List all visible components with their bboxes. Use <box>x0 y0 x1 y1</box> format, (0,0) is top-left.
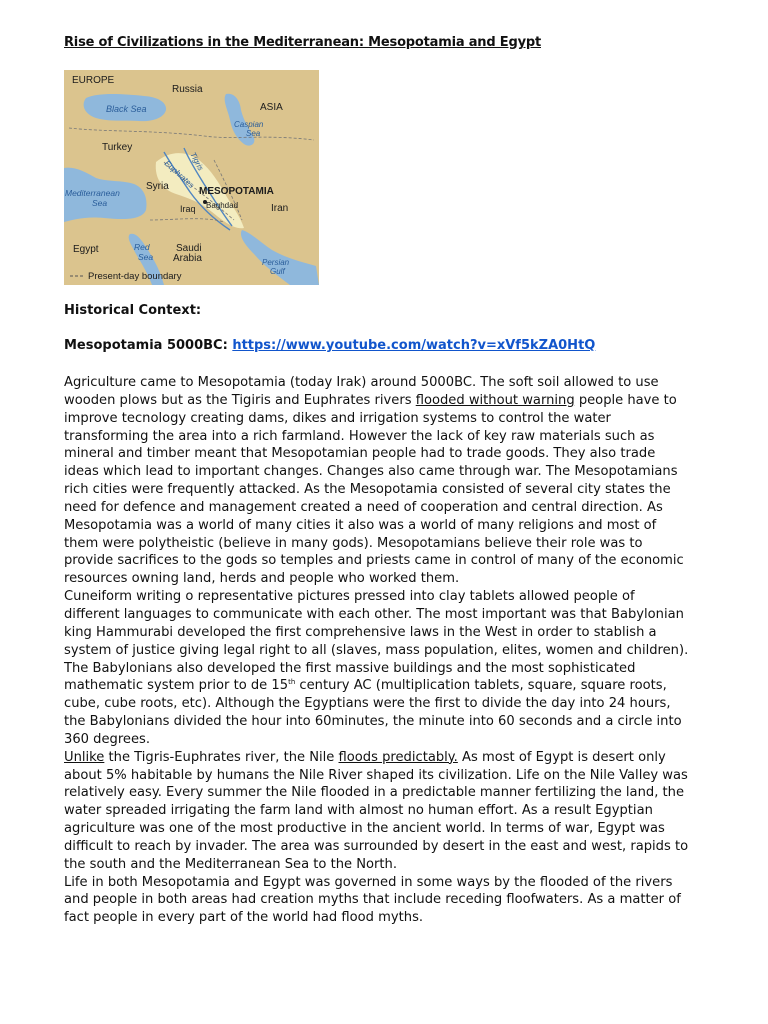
mesopotamia-heading <box>64 338 595 353</box>
map-label-turkey: Turkey <box>102 142 133 153</box>
paragraph-text: people have to improve tecnology creating dams, dikes and irrigation systems to control the water transforming the area into a rich farmland. However the lack of key raw materials such as mineral and timber meant that Mesopotamian people had to trade goods. They also trade ideas which lead to important changes. Changes also came through war. The Mesopotamians rich cities were frequently attacked. As the Mesopotamia consisted of several city states the need for defence and management created a need of cooperation and central direction. As Mesopotamia was a world of many cities it also was a world of many religions and most of them were polytheistic (believe in many gods). Mesopotamians believe their role was to provide sacrifices to the gods so temples and priests came in control of many of the economic resources owning land, herds and people who worked them. <box>64 392 684 587</box>
underlined-phrase: floods predictably. <box>338 749 458 765</box>
map-label-caspian-sea: Sea <box>246 129 261 138</box>
map-label-caspian: Caspian <box>234 120 264 129</box>
paragraph-cuneiform <box>64 588 694 659</box>
paragraph-text: The Babylonians also developed the first massive buildings and the most sophisticated mathematic system prior to de 15 <box>64 660 636 694</box>
map-label-mediterranean: Mediterranean <box>65 188 120 198</box>
mesopotamia-heading-label: Mesopotamia 5000BC: <box>64 338 228 353</box>
map-label-persian: Persian <box>262 258 290 267</box>
map-legend-label: Present-day boundary <box>88 271 182 282</box>
map-label-red-sea: Sea <box>138 252 154 262</box>
document-title: Rise of Civilizations in the Mediterranean: Mesopotamia and Egypt <box>64 35 541 50</box>
document-body <box>64 374 694 927</box>
map-label-red: Red <box>134 242 150 252</box>
paragraph-text: century AC (multiplication tablets, square, square roots, cube, cube roots, etc). Although the Egyptians were the first to divide the day into 24 hours, the Babylonians divided the hour into 60minutes, the minute into 60 seconds and a circle into 360 degrees. <box>64 678 682 747</box>
paragraph-text: Life in both Mesopotamia and Egypt was governed in some ways by the flooded of the rivers and people in both areas had creation myths that include receding floofwaters. As a matter of fact people in every part of the world had flood myths. <box>64 874 681 926</box>
map-label-europe: EUROPE <box>72 75 115 86</box>
paragraph-mesopotamia-agriculture <box>64 374 694 588</box>
map-label-egypt: Egypt <box>73 244 99 255</box>
paragraph-text: Cuneiform writing o representative pictures pressed into clay tablets allowed people of different languages to communicate with each other. The most important was that Babylonian king Hammurabi developed the first comprehensive laws in the West in order to stablish a system of justice giving legal right to all (slaves, mass population, elites, women and children). <box>64 589 689 658</box>
map-label-iraq: Iraq <box>180 204 196 214</box>
map-label-mesopotamia: MESOPOTAMIA <box>199 186 274 197</box>
paragraph-babylonians <box>64 660 694 749</box>
map-label-black-sea: Black Sea <box>106 104 147 114</box>
map-label-gulf: Gulf <box>270 267 285 276</box>
underlined-phrase: Unlike <box>64 749 105 765</box>
paragraph-text: Agriculture came to Mesopotamia (today Irak) around 5000BC. The soft soil allowed to use wooden plows but as the Tigiris and Euphrates rivers <box>64 375 659 408</box>
paragraph-flood-myths <box>64 874 694 928</box>
youtube-link[interactable]: https://www.youtube.com/watch?v=xVf5kZA0HtQ <box>232 338 596 353</box>
map-label-baghdad: Baghdad <box>206 201 239 210</box>
underlined-phrase: flooded without warning <box>415 392 575 408</box>
historical-context-heading: Historical Context: <box>64 303 202 318</box>
map-label-mediterranean-sea: Sea <box>92 198 108 208</box>
paragraph-text: the Tigris-Euphrates river, the Nile <box>104 749 339 765</box>
map-label-euphrates: Euphrates <box>162 158 196 190</box>
map-label-russia: Russia <box>172 84 203 95</box>
map-label-saudi: Saudi <box>176 243 202 254</box>
superscript: th <box>288 678 296 687</box>
map-label-iran: Iran <box>271 203 289 214</box>
map-label-asia: ASIA <box>260 102 283 113</box>
paragraph-text: As most of Egypt is desert only about 5% habitable by humans the Nile River shaped its civilization. Life on the Nile Valley was relatively easy. Every summer the Nile flooded in a predictable manner fertilizing the land, the water spreaded irrigating the farm land with almost no human effort. As a result Egyptian agriculture was one of the most productive in the ancient world. In terms of war, Egypt was difficult to reach by invader. The area was surrounded by desert in the east and west, rapids to the south and the Mediterranean Sea to the North. <box>64 749 689 872</box>
mesopotamia-map <box>64 70 319 285</box>
map-label-tigris: Tigris <box>188 150 206 173</box>
paragraph-nile <box>64 749 694 874</box>
map-label-syria: Syria <box>146 181 169 192</box>
map-label-arabia: Arabia <box>173 253 202 264</box>
